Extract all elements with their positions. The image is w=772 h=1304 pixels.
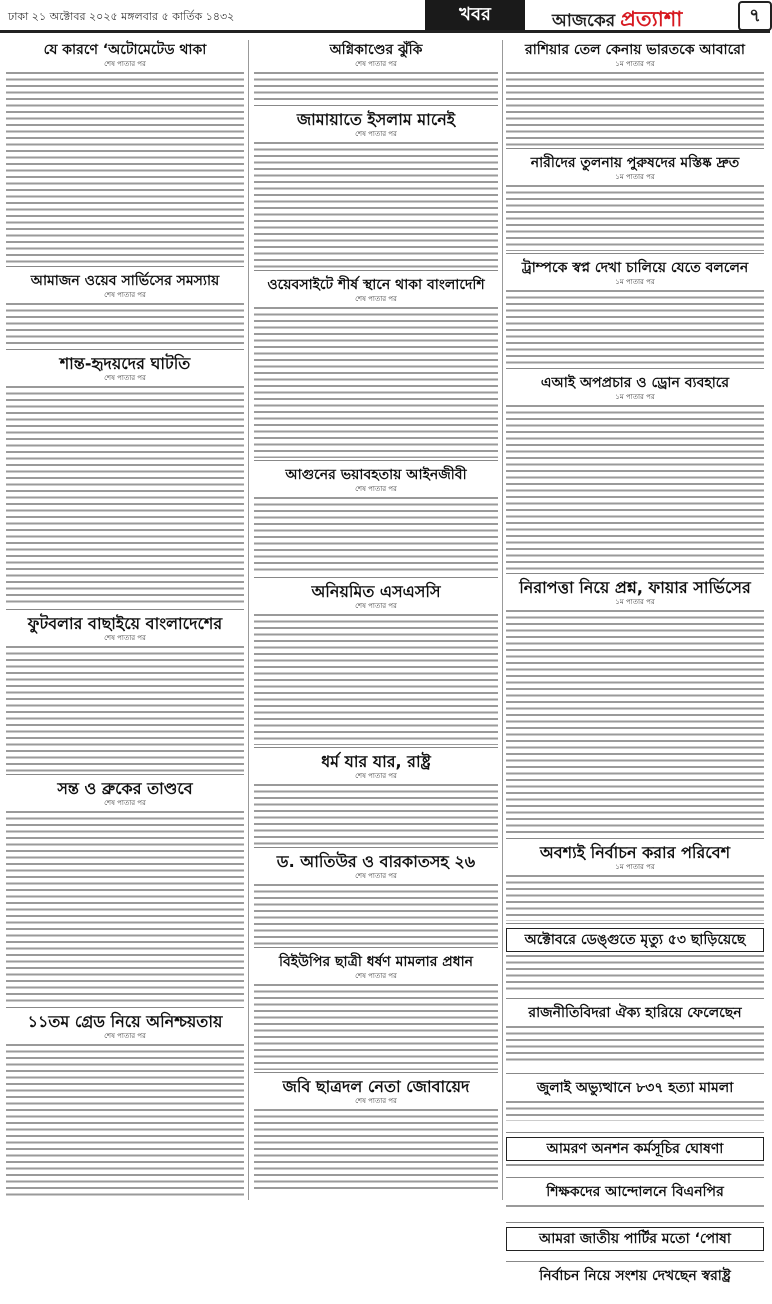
headline: ১১তম গ্রেড নিয়ে অনিশ্চয়তায় [27,1012,223,1031]
continued-label: শেষ পাতার পর [104,374,146,382]
headline: আমরণ অনশন কর্মসূচির ঘোষণা [506,1137,764,1161]
column-left [6,40,244,1204]
headline: নারীদের তুলনায় পুরুষদের মস্তিষ্ক দ্রুত [530,155,740,171]
date-line: ঢাকা ২১ অক্টোবর ২০২৫ মঙ্গলবার ৫ কার্তিক ১৪৩২ [8,10,235,23]
article-body-text [254,72,498,103]
article [6,40,244,267]
article-body-text [506,405,764,571]
article [506,153,764,254]
article [254,952,498,1073]
column-middle [254,40,498,1196]
continued-label: শেষ পাতার পর [355,602,397,610]
article-body-text [254,984,498,1070]
article-body-text [254,784,498,845]
article [506,1266,764,1300]
article [506,928,764,999]
headline: অগ্নিকাণ্ডের ঝুঁকি [329,42,423,58]
continued-label: শেষ পাতার পর [355,872,397,880]
article [6,271,244,350]
article-body-text [506,610,764,836]
continued-label: ১ম পাতার পর [615,278,655,286]
continued-label: ১ম পাতার পর [615,598,655,606]
article [254,110,498,271]
article-body-text [254,497,498,575]
article [6,614,244,775]
column-rule [248,40,249,1200]
article [506,40,764,149]
article [506,1003,764,1074]
page-header [0,0,770,33]
headline: অক্টোবরে ডেঙ্গুতে মৃত্যু ৫৩ ছাড়িয়েছে [506,928,764,952]
article-body-text [6,646,244,772]
article [254,582,498,748]
headline: ধর্ম যার যার, রাষ্ট্র [321,752,431,771]
continued-label: শেষ পাতার পর [355,485,397,493]
continued-label: ১ম পাতার পর [615,60,655,68]
continued-label: শেষ পাতার পর [355,1097,397,1105]
article [6,779,244,1008]
article [254,465,498,578]
article-body-text [254,884,498,945]
headline: ড. আতিউর ও বারকাতসহ ২৬ [276,852,476,871]
article-body-text [506,1101,764,1121]
headline: জামায়াতে ইসলাম মানেই [296,110,456,129]
continued-label: শেষ পাতার পর [355,130,397,138]
article [506,843,764,924]
article [506,1182,764,1223]
article-body-text [6,386,244,607]
article-body-text [506,72,764,146]
article-body-text [254,307,498,458]
continued-label: শেষ পাতার পর [104,634,146,642]
headline: নির্বাচন নিয়ে সংশয় দেখছেন স্বরাষ্ট্র [539,1268,731,1284]
newspaper-logo [552,3,722,31]
headline: রাজনীতিবিদরা ঐক্য হারিয়ে ফেলেছেন [528,1005,742,1021]
article-body-text [506,185,764,251]
continued-label: শেষ পাতার পর [104,291,146,299]
headline: অনিয়মিত এসএসসি [311,582,441,601]
headline: শান্ত-হৃদয়দের ঘাটতি [59,354,191,373]
continued-label: শেষ পাতার পর [355,772,397,780]
section-label-box [425,0,525,30]
headline: জুলাই অভ্যুত্থানে ৮৩৭ হত্যা মামলা [536,1080,734,1096]
article-body-text [506,955,764,991]
headline: এআই অপপ্রচার ও ড্রোন ব্যবহারে [540,375,730,391]
continued-label: ১ম পাতার পর [615,393,655,401]
article [506,1078,764,1133]
headline: ফুটবলার বাছাইয়ে বাংলাদেশের [27,614,223,633]
column-rule [502,40,503,1200]
page-number: ৭ [738,1,772,31]
article-body-text [506,875,764,921]
continued-label: ১ম পাতার পর [615,863,655,871]
continued-label: ১ম পাতার পর [615,173,655,181]
headline: আগুনের ভয়াবহতায় আইনজীবী [285,467,467,483]
article-body-text [6,72,244,264]
article [506,578,764,839]
continued-label: শেষ পাতার পর [355,295,397,303]
article [6,1012,244,1200]
headline: জবি ছাত্রদল নেতা জোবায়েদ [282,1077,470,1096]
headline: রাশিয়ার তেল কেনায় ভারতকে আবারো [525,42,745,58]
column-right [506,40,764,1304]
continued-label: শেষ পাতার পর [104,1032,146,1040]
article [254,275,498,461]
article-body-text [6,303,244,347]
article [254,852,498,948]
article [254,1077,498,1192]
article-body-text [6,811,244,1005]
continued-label: শেষ পাতার পর [355,60,397,68]
headline: অবশ্যই নির্বাচন করার পরিবেশ [539,843,731,862]
headline: ট্রাম্পকে স্বপ্ন দেখা চালিয়ে যেতে বললেন [521,260,749,276]
article [6,354,244,610]
article-body-text [506,1164,764,1170]
article [254,40,498,106]
logo-black-text: আজকের [552,11,616,31]
article-body-text [506,1026,764,1062]
article-body-text [506,290,764,366]
headline: নিরাপত্তা নিয়ে প্রশ্ন, ফায়ার সার্ভিসের [519,578,751,597]
article [506,373,764,574]
article [254,752,498,848]
article-body-text [254,614,498,745]
headline: সন্ত ও ব্রুকের তাণ্ডবে [57,779,193,798]
logo-red-text: প্রত্যাশা [620,6,683,31]
headline: শিক্ষকদের আন্দোলনে বিএনপির [546,1184,724,1200]
headline: বিইউপির ছাত্রী ধর্ষণ মামলার প্রধান [278,954,474,970]
continued-label: শেষ পাতার পর [104,60,146,68]
article-body-text [6,1044,244,1198]
headline: যে কারণে ‘অটোমেটেড থাকা [43,42,207,58]
headline: আমরা জাতীয় পার্টির মতো ‘পোষা [506,1227,764,1251]
section-label: খবর [459,4,491,25]
headline: ওয়েবসাইটে শীর্ষ স্থানে থাকা বাংলাদেশি [267,277,485,293]
continued-label: শেষ পাতার পর [104,799,146,807]
article [506,1227,764,1262]
article [506,258,764,369]
article-body-text [506,1205,764,1211]
article-body-text [254,142,498,268]
article [506,1137,764,1178]
article-body-text [254,1109,498,1190]
headline: আমাজন ওয়েব সার্ভিসের সমস্যায় [30,273,220,289]
continued-label: শেষ পাতার পর [355,972,397,980]
